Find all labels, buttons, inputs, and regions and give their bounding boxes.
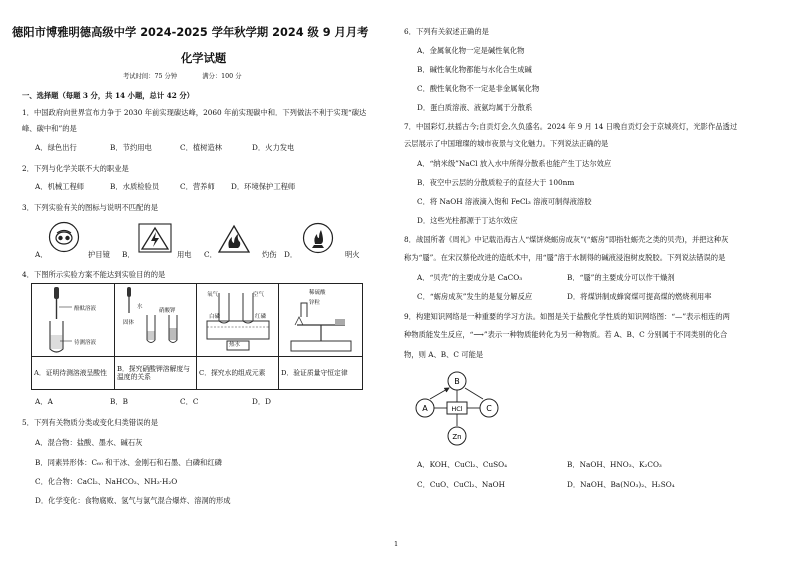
q4-option-a[interactable]: A．A — [35, 397, 53, 406]
q4-d-label-powder: 锌粒 — [309, 300, 321, 306]
q7-option-d[interactable]: D．这些光柱都源于丁达尔效应 — [417, 216, 518, 225]
q4-c-label-gas2: 空气 — [253, 292, 265, 298]
node-c-label: C — [486, 404, 492, 413]
node-zn-label: Zn — [452, 433, 462, 441]
q1-option-d[interactable]: D．火力发电 — [252, 143, 295, 152]
q4-caption-d: D．验证质量守恒定律 — [279, 357, 363, 390]
q1-option-a[interactable]: A．绿色出行 — [35, 143, 77, 152]
q1-option-b[interactable]: B．节约用电 — [110, 143, 152, 152]
q8-option-c[interactable]: C．“蛎房成灰”发生的是复分解反应 — [417, 292, 533, 301]
q4-option-c[interactable]: C．C — [180, 397, 199, 406]
q2-option-c[interactable]: C．营养师 — [180, 182, 215, 191]
q5-stem: 5．下列有关物质分类或变化归类错误的是 — [22, 418, 158, 427]
q9-stem-line2: 种物质能发生反应，“⟶”表示一种物质能转化为另一种物质。若 A、B、C 分别属于不同类别的化合 — [404, 330, 728, 339]
q8-option-a[interactable]: A．“贝壳”的主要成分是 CaCO₃ — [417, 273, 523, 282]
q6-stem: 6．下列有关叙述正确的是 — [404, 27, 489, 36]
q9-option-c[interactable]: C．CuO、CuCl₂、NaOH — [417, 480, 505, 489]
q2-option-d[interactable]: D．环境保护工程师 — [231, 182, 296, 191]
q7-option-c[interactable]: C．将 NaOH 溶液滴入饱和 FeCl₃ 溶液可制得液溶胶 — [417, 197, 592, 206]
q6-option-a[interactable]: A．金属氧化物一定是碱性氧化物 — [417, 46, 525, 55]
q1-stem-line1: 1．中国政府向世界宣布力争于 2030 年前实现碳达峰，2060 年前实现碳中和．下列做法不利于实现“碳达 — [22, 108, 367, 117]
q3-label-flame: 明火 — [345, 250, 360, 259]
q1-stem-line2: 峰、碳中和”的是 — [22, 124, 77, 133]
q4-d-label-liquid: 稀硫酸 — [309, 290, 326, 296]
q3-option-b[interactable]: B． — [122, 250, 135, 259]
section-heading: 一、选择题（每题 3 分，共 14 小题，总计 42 分） — [22, 91, 194, 100]
node-a-label: A — [422, 404, 428, 413]
q7-stem-line1: 7．中国彩灯,扶摇古今;自贡灯会,久负盛名。2024 年 9 月 14 日晚自贡灯会于京城亮灯，光影作品透过 — [404, 122, 738, 131]
q8-option-b[interactable]: B．“蜃”的主要成分可以作干燥剂 — [567, 273, 675, 282]
exam-info: 考试时间：75 分钟 满分：100 分 — [123, 73, 242, 80]
q1-option-c[interactable]: C．植树造林 — [180, 143, 223, 152]
dropper-test-tube-drawing — [34, 285, 112, 356]
q3-stem: 3．下列实验有关的图标与说明不匹配的是 — [22, 203, 158, 212]
q5-option-d[interactable]: D．化学变化：食物腐败、氢气与氯气混合爆炸、溶洞的形成 — [35, 496, 231, 505]
q4-c-label-red: 红磷 — [255, 314, 267, 320]
q3-option-c[interactable]: C． — [204, 250, 217, 259]
burn-hazard-icon — [218, 224, 250, 254]
q4-image-c — [197, 284, 279, 357]
q4-caption-a: A．证明待测溶液呈酸性 — [32, 357, 115, 390]
exam-title-line2: 化学试题 — [181, 52, 227, 65]
q7-option-a[interactable]: A．“纳米级”NaCl 放入水中所得分散系也能产生丁达尔效应 — [417, 159, 612, 168]
q3-label-burn: 灼伤 — [262, 250, 277, 259]
q8-option-d[interactable]: D．将煤饼制成蜂窝煤可提高煤的燃烧利用率 — [567, 292, 712, 301]
q4-b-label-water: 水 — [137, 304, 143, 310]
node-hcl-label: HCl — [451, 405, 463, 413]
q4-option-b[interactable]: B．B — [110, 397, 129, 406]
q4-a-label-solution: 待测溶液 — [74, 340, 97, 346]
q7-option-b[interactable]: B．夜空中云层的分散质粒子的直径大于 100nm — [417, 178, 575, 187]
q4-c-label-gas1: 氧气 — [207, 292, 219, 298]
q9-stem-line3: 物，则 A、B、C 可能是 — [404, 350, 484, 359]
exam-title-line1: 德阳市博雅明德高级中学 2024-2025 学年秋学期 2024 级 9 月月考 — [12, 26, 369, 39]
q2-option-b[interactable]: B．水质检验员 — [110, 182, 160, 191]
q8-stem-line1: 8．战国所著《周礼》中记载沿海古人“煤饼烧蛎房成灰”(“蛎房”即指牡蛎壳之类的贝壳)，并把这种灰 — [404, 235, 729, 244]
q8-stem-line2: 称为“蜃”。在宋汉蔡伦改进的造纸术中，用“蜃”溶于水制得的碱液浸泡树皮脱胶。下列说法错误的是 — [404, 253, 726, 262]
q4-a-label-dropper: 酚酞溶液 — [74, 306, 97, 312]
q4-c-label-water: 热水 — [229, 342, 241, 348]
q4-image-d — [279, 284, 363, 357]
q9-option-d[interactable]: D．NaOH、Ba(NO₃)₂、H₂SO₄ — [567, 480, 675, 489]
q9-option-a[interactable]: A．KOH、CuCl₂、CuSO₄ — [417, 460, 508, 469]
q4-experiment-table — [31, 283, 363, 390]
q5-option-a[interactable]: A．混合物：盐酸、墨水、碱石灰 — [35, 438, 143, 447]
q5-option-c[interactable]: C．化合物：CaCl₂、NaHCO₃、NH₃·H₂O — [35, 477, 178, 486]
node-b-label: B — [454, 377, 460, 386]
q9-option-b[interactable]: B．NaOH、HNO₃、K₂CO₃ — [567, 460, 662, 469]
q3-option-a[interactable]: A． — [35, 250, 48, 259]
q4-stem: 4．下图所示实验方案不能达到实验目的的是 — [22, 270, 166, 279]
q3-label-electricity: 用电 — [177, 250, 192, 259]
q4-caption-b: B．探究硝酸钾溶解度与温度的关系 — [115, 357, 197, 390]
electricity-warning-icon — [138, 223, 172, 253]
open-flame-icon — [302, 222, 334, 254]
goggles-icon — [48, 221, 80, 253]
q6-option-d[interactable]: D．蛋白质溶液、液氨均属于分散系 — [417, 103, 533, 112]
page-number: 1 — [394, 540, 399, 548]
hcl-knowledge-network-diagram — [411, 368, 507, 450]
q2-stem: 2．下列与化学关联不大的职业是 — [22, 164, 129, 173]
q4-option-d[interactable]: D．D — [252, 397, 271, 406]
q6-option-c[interactable]: C．酸性氧化物不一定是非金属氧化物 — [417, 84, 540, 93]
q9-stem-line1: 9．构建知识网络是一种重要的学习方法。如图是关于盐酸化学性质的知识网络图：“—”表示相连的两 — [404, 312, 730, 321]
q4-c-label-white: 白磷 — [209, 314, 221, 320]
q4-b-label-acid: 硝酸钾 — [159, 308, 176, 314]
q7-stem-line2: 云层展示了中国璀璨的城市夜景与文化魅力。下列说法正确的是 — [404, 139, 609, 148]
q4-b-label-powder: 固体 — [123, 320, 135, 326]
q5-option-b[interactable]: B．同素异形体：C₆₀ 和干冰、金刚石和石墨、白磷和红磷 — [35, 458, 222, 467]
q3-option-d[interactable]: D． — [284, 250, 298, 259]
q4-image-b — [115, 284, 197, 357]
q2-option-a[interactable]: A．机械工程师 — [35, 182, 85, 191]
q4-image-a — [32, 284, 115, 357]
q3-label-goggles: 护目镜 — [88, 250, 110, 259]
q4-caption-c: C．探究水的组成元素 — [197, 357, 279, 390]
q6-option-b[interactable]: B．碱性氧化物都能与水化合生成碱 — [417, 65, 532, 74]
